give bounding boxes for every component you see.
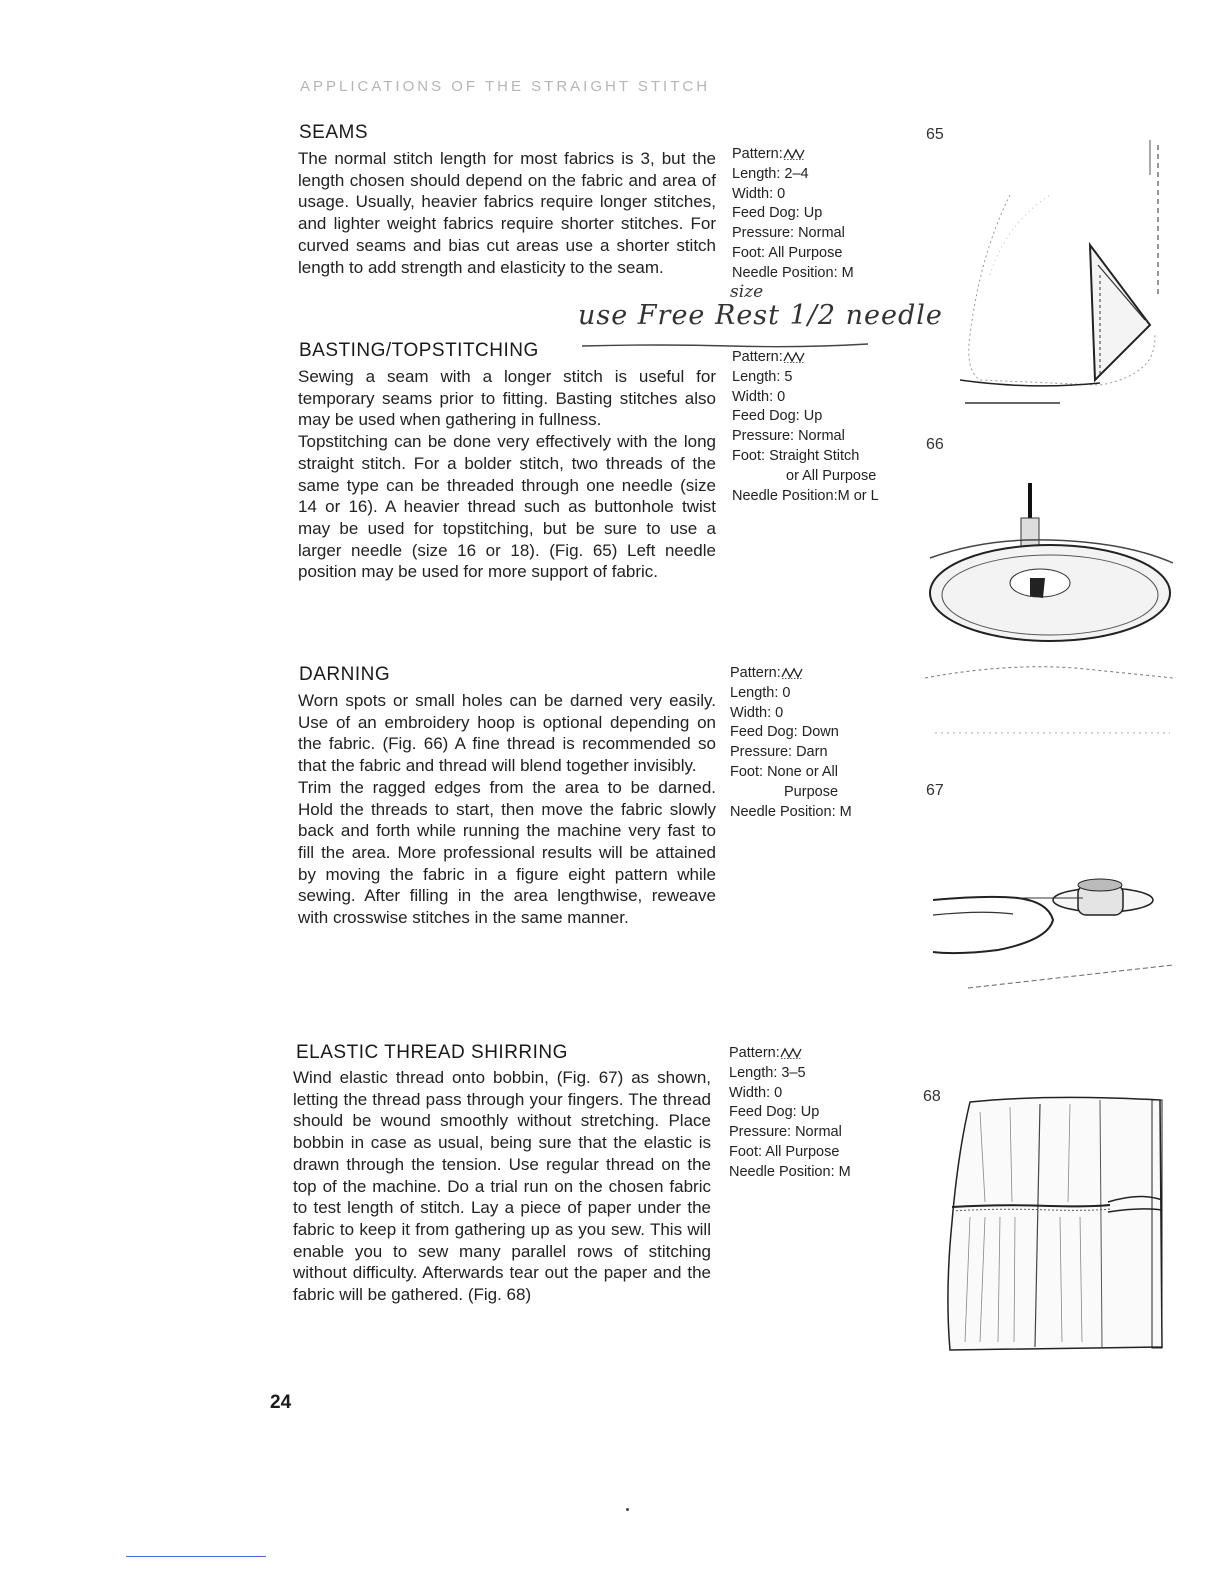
footnote-rule	[126, 1556, 266, 1557]
handwritten-needle-note: use Free Rest 1/2 needle	[578, 300, 943, 331]
shirring-foot: Foot: All Purpose	[729, 1143, 840, 1160]
figure-68-label: 68	[923, 1088, 941, 1105]
page-number: 24	[270, 1392, 292, 1413]
basting-foot: Foot: Straight Stitch	[732, 447, 860, 464]
figure-68-shirred-fabric-illustration	[940, 1092, 1165, 1354]
basting-needle: Needle Position:M or L	[732, 487, 879, 504]
zigzag-pattern-icon	[780, 1047, 802, 1059]
shirring-pressure: Pressure: Normal	[729, 1124, 842, 1141]
basting-width: Width: 0	[732, 388, 786, 405]
basting-heading: BASTING/TOPSTITCHING	[299, 340, 539, 361]
basting-paragraph-2: Topstitching can be done very effectively with the long straight stitch. For a bolder stitch, two threads of the same type can be threaded through one needle (size 14 or 16). A heavier thread such as buttonhole twist may be used for topstitching, but be sure to use a larger needle (size 16 or 18). (Fig. 65) Left needle position may be used for more support of fabric.	[298, 432, 716, 582]
seams-length: Length: 2–4	[732, 165, 809, 182]
darning-pressure: Pressure: Darn	[730, 744, 828, 761]
shirring-heading: ELASTIC THREAD SHIRRING	[296, 1042, 568, 1063]
darning-body	[298, 690, 716, 929]
darning-paragraph-1: Worn spots or small holes can be darned very easily. Use of an embroidery hoop is optional depending on the fabric. (Fig. 66) A fine thread is recommended so that the fabric and thread will blend together invisibly.	[298, 691, 716, 776]
basting-feed-dog: Feed Dog: Up	[732, 408, 823, 425]
handwritten-size-note: size	[730, 282, 764, 302]
seams-needle: Needle Position: M	[732, 264, 854, 281]
zigzag-pattern-icon	[783, 148, 805, 160]
shirring-pattern: Pattern:	[729, 1044, 851, 1064]
darning-needle: Needle Position: M	[730, 803, 852, 820]
darning-width: Width: 0	[730, 704, 784, 721]
seams-pattern: Pattern:	[732, 145, 854, 165]
basting-pattern: Pattern:	[732, 348, 879, 368]
seams-paragraph: The normal stitch length for most fabrics is 3, but the length chosen should depend on the fabric and area of usage. Usually, heavier fabrics require longer stitches, and lighter weight fabrics require shorter stitches. For curved seams and bias cut areas use a shorter stitch length to add strength and elasticity to the seam.	[298, 149, 716, 277]
seams-width: Width: 0	[732, 185, 786, 202]
figure-66-darning-hoop-illustration	[925, 478, 1175, 743]
darning-foot-cont: Purpose	[784, 783, 839, 800]
darning-foot: Foot: None or All	[730, 763, 838, 780]
zigzag-pattern-icon	[783, 351, 805, 363]
basting-foot-cont: or All Purpose	[786, 467, 877, 484]
darning-length: Length: 0	[730, 684, 791, 701]
figure-67-label: 67	[926, 782, 944, 799]
seams-foot: Foot: All Purpose	[732, 244, 843, 261]
figure-67-bobbin-winding-illustration	[928, 870, 1178, 995]
darning-settings	[730, 664, 852, 822]
basting-pressure: Pressure: Normal	[732, 428, 845, 445]
scan-dot	[626, 1508, 629, 1511]
shirring-width: Width: 0	[729, 1084, 783, 1101]
seams-pressure: Pressure: Normal	[732, 225, 845, 242]
seams-body	[298, 148, 716, 278]
darning-heading: DARNING	[299, 664, 391, 685]
shirring-body	[293, 1067, 711, 1306]
zigzag-pattern-icon	[781, 667, 803, 679]
faded-page-header: APPLICATIONS OF THE STRAIGHT STITCH	[300, 78, 711, 95]
shirring-settings	[729, 1044, 851, 1183]
shirring-length: Length: 3–5	[729, 1064, 806, 1081]
shirring-feed-dog: Feed Dog: Up	[729, 1104, 820, 1121]
figure-65-label: 65	[926, 126, 944, 143]
darning-pattern: Pattern:	[730, 664, 852, 684]
basting-paragraph-1: Sewing a seam with a longer stitch is useful for temporary seams prior to fitting. Basting stitches also may be used when gathering in fullness.	[298, 367, 716, 430]
darning-paragraph-2: Trim the ragged edges from the area to be darned. Hold the threads to start, then move the fabric slowly back and forth while running the machine very fast to fill the area. More professional results will be attained by moving the fabric in a figure eight pattern while sewing. After filling in the area lengthwise, reweave with crosswise stitches in the same manner.	[298, 777, 716, 928]
seams-heading: SEAMS	[299, 122, 369, 143]
seams-settings	[732, 145, 854, 284]
shirring-needle: Needle Position: M	[729, 1163, 851, 1180]
basting-length: Length: 5	[732, 368, 793, 385]
shirring-paragraph: Wind elastic thread onto bobbin, (Fig. 67) as shown, letting the thread pass through your fingers. The thread should be wound smoothly without stretching. Place bobbin in case as usual, being sure that the elastic is drawn through the tension. Use regular thread on the top of the machine. Do a trial run on the chosen fabric to test length of stitch. Lay a piece of paper under the fabric to keep it from gathering up as you sew. This will enable you to sew many parallel rows of stitching without difficulty. Afterwards tear out the paper and the fabric will be gathered. (Fig. 68)	[293, 1068, 711, 1305]
darning-feed-dog: Feed Dog: Down	[730, 724, 839, 741]
figure-66-label: 66	[926, 436, 944, 453]
figure-65-topstitching-illustration	[950, 135, 1170, 410]
seams-feed-dog: Feed Dog: Up	[732, 205, 823, 222]
basting-settings	[732, 348, 879, 506]
basting-body	[298, 366, 716, 583]
